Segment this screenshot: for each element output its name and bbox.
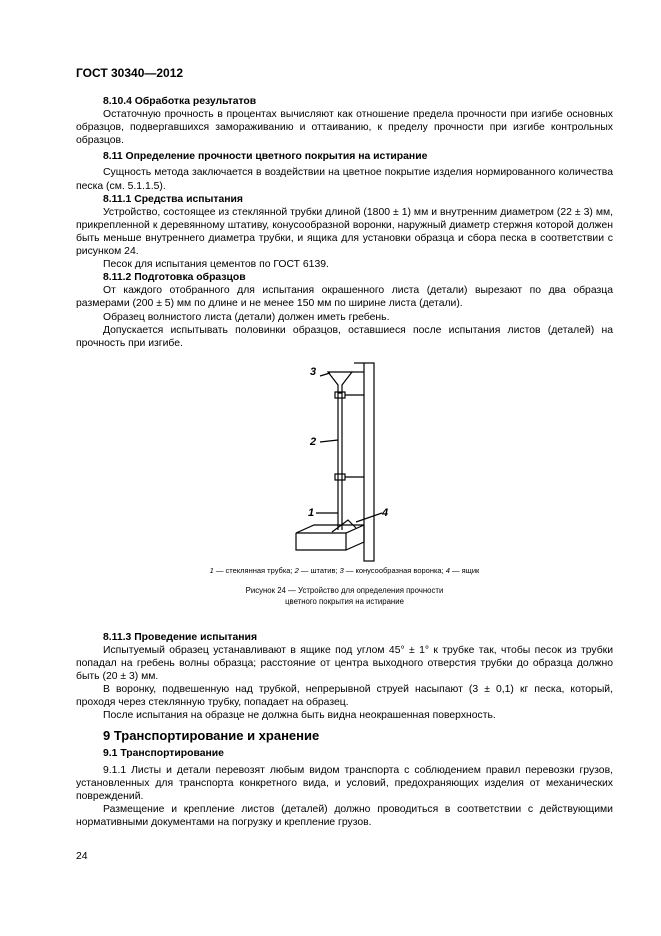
leader-4 xyxy=(356,513,382,522)
page-number: 24 xyxy=(76,851,88,862)
section-8-10-4-paragraph-1: Остаточную прочность в процентах вычисляют как отношение предела прочности при изгибе основных образцов, подвергавшихся замораживанию и оттаиванию, к пределу прочности при изгибе контрольных образцов. xyxy=(76,109,613,147)
document-body xyxy=(76,95,613,829)
section-8-11-paragraph-1: Сущность метода заключается в воздействии на цветное покрытие изделия нормированного количества песка (см. 5.1.1.5). xyxy=(76,167,613,192)
section-8-11-2-paragraph-3: Допускается испытывать половинки образцов, оставшиеся после испытания листов (деталей) на прочность при изгибе. xyxy=(76,324,613,349)
section-9-1-paragraph-2: Размещение и крепление листов (деталей) должно проводиться в соответствии с действующими нормативными документами на погрузку и крепление грузов. xyxy=(76,803,613,828)
legend-text-1: — стеклянная трубка; xyxy=(213,565,295,575)
section-9-1-title: 9.1 Транспортирование xyxy=(103,748,224,760)
legend-text-2: — штатив; xyxy=(298,565,340,575)
abrasion-device-diagram xyxy=(294,360,494,562)
figure-caption-line-2: цветного покрытия на истирание xyxy=(285,596,404,606)
section-8-11-2-title: 8.11.2 Подготовка образцов xyxy=(103,272,246,284)
clamp-bottom xyxy=(335,474,345,480)
legend-text-4: — ящик xyxy=(449,565,480,575)
leader-2 xyxy=(320,440,338,442)
section-8-11-3-title: 8.11.3 Проведение испытания xyxy=(103,631,258,643)
figure-24-drawing xyxy=(76,360,613,562)
box-front-face xyxy=(296,533,346,550)
figure-label-4: 4 xyxy=(382,506,389,519)
section-8-11-1-paragraph-1: Устройство, состоящее из стеклянной трубки длиной (1800 ± 1) мм и внутренним диаметром (22 ± 3) мм, прикрепленной к деревянному штативу, конусообразной воронки, наружный диаметр стержня которой должен быть меньше внутреннего диаметра трубки, и ящика для установки образца и сбора песка в соответствии с рисунком 24. xyxy=(76,206,613,258)
legend-num-4: 4 xyxy=(445,565,450,575)
section-8-10-4-title: 8.10.4 Обработка результатов xyxy=(103,96,257,107)
figure-legend xyxy=(76,566,613,576)
figure-caption xyxy=(76,585,613,607)
section-8-11-1-title: 8.11.1 Средства испытания xyxy=(103,193,243,205)
funnel-shape xyxy=(328,372,352,393)
section-8-11-3-paragraph-3: После испытания на образце не должна быть видна неокрашенная поверхность. xyxy=(103,710,496,722)
figure-caption-line-1: Рисунок 24 — Устройство для определения прочности xyxy=(245,585,444,595)
legend-num-1: 1 xyxy=(209,565,214,575)
section-8-11-2-paragraph-2: Образец волнистого листа (детали) должен иметь гребень. xyxy=(103,311,390,323)
legend-text-3: — конусообразная воронка; xyxy=(343,565,446,575)
figure-label-1: 1 xyxy=(308,506,315,519)
figure-label-3: 3 xyxy=(310,365,317,378)
section-9-1-paragraph-1: 9.1.1 Листы и детали перевозят любым видом транспорта с соблюдением правил перевозки грузов, установленных для транспорта конкретного вида, и условий, предохраняющих изделия от механических повреждений. xyxy=(76,764,613,802)
figure-label-2: 2 xyxy=(310,435,317,448)
section-8-11-title: 8.11 Определение прочности цветного покрытия на истирание xyxy=(103,151,428,163)
section-9-title: 9 Транспортирование и хранение xyxy=(103,728,320,744)
legend-num-2: 2 xyxy=(294,565,299,575)
document-header: ГОСТ 30340—2012 xyxy=(76,66,184,80)
section-8-11-2-paragraph-1: От каждого отобранного для испытания окрашенного листа (детали) вырезают по два образца размерами (200 ± 5) мм по длине и не менее 150 мм по ширине листа (детали). xyxy=(76,285,613,310)
section-8-11-3-paragraph-2: В воронку, подвешенную над трубкой, непрерывной струей насыпают (3 ± 0,1) кг песка, который, проходя через стеклянную трубку, попадает на образец. xyxy=(76,684,613,709)
leader-3 xyxy=(320,373,330,376)
legend-num-3: 3 xyxy=(339,565,344,575)
section-8-11-3-paragraph-1: Испытуемый образец устанавливают в ящике под углом 45° ± 1° к трубке так, чтобы песок из трубки попадал на гребень волны образца; расстояние от центра выходного отверстия трубки до образца должно быть (20 ± 3) мм. xyxy=(76,644,613,683)
section-8-11-1-paragraph-2: Песок для испытания цементов по ГОСТ 6139. xyxy=(103,259,329,271)
stand-post xyxy=(364,363,374,561)
